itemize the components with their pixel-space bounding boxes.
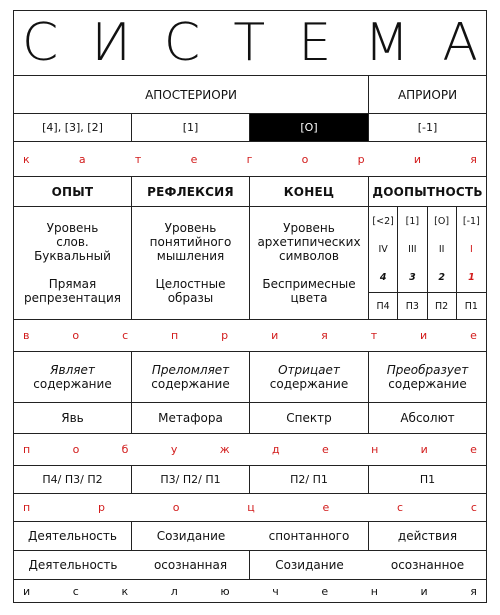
impulses-row — [14, 466, 486, 494]
section-protsess — [14, 494, 486, 522]
process-cell: Созидание — [275, 558, 344, 572]
level-text: Буквальный — [34, 249, 111, 263]
verbs-row — [14, 352, 486, 403]
level-text: образы — [167, 291, 214, 305]
doopyt-grid-cell: П1 — [457, 292, 486, 320]
process-cell: действия — [397, 529, 458, 543]
doopyt-grid-cell: [1] — [398, 207, 427, 235]
section-letter: о — [172, 501, 180, 514]
section-letter: п — [171, 329, 179, 342]
section-label — [14, 434, 486, 465]
doopyt-grid-cell: IV — [369, 235, 398, 263]
verb-object: содержание — [388, 377, 467, 391]
form-cell: Явь — [14, 403, 132, 433]
doopyt-grid-cell: П2 — [428, 292, 457, 320]
section-letter: С — [163, 13, 201, 73]
epistemic-row — [14, 76, 486, 114]
section-letter: я — [321, 329, 328, 342]
section-letter: ж — [219, 443, 230, 456]
aposteriori-label: АПОСТЕРИОРИ — [14, 76, 369, 113]
form-cell: Метафора — [132, 403, 250, 433]
header-refleksiya: РЕФЛЕКСИЯ — [132, 177, 250, 206]
section-letter: ю — [220, 584, 230, 598]
marker-cell: [1] — [132, 114, 250, 141]
section-letter: е — [190, 152, 198, 166]
section-pobuzhdenie — [14, 434, 486, 466]
marker-cell-highlighted: [O] — [250, 114, 369, 141]
section-letter: п — [23, 443, 31, 456]
verb-cell — [250, 352, 369, 402]
section-letter: д — [271, 443, 280, 456]
section-letter: е — [321, 584, 329, 598]
verb-text: Отрицает — [278, 363, 340, 377]
process-cell: осознанное — [390, 558, 465, 572]
section-letter: о — [72, 443, 80, 456]
verb-cell — [369, 352, 486, 402]
marker-row — [14, 114, 486, 142]
level-cell-refleksiya — [132, 207, 250, 319]
process-cell: спонтанного — [250, 522, 369, 550]
forms-row — [14, 403, 486, 434]
section-letter: с — [470, 501, 477, 514]
verb-object: содержание — [269, 377, 349, 391]
section-letter: у — [170, 443, 178, 456]
level-text: репрезентация — [24, 291, 121, 305]
section-letter: Е — [298, 13, 332, 73]
doopyt-grid-cell: П4 — [369, 292, 398, 320]
section-letter: А — [442, 13, 478, 73]
section-letter: т — [134, 152, 142, 166]
section-isklyucheniya — [14, 580, 486, 602]
section-letter: я — [470, 584, 477, 598]
impulse-cell: П1 — [419, 473, 436, 486]
marker-cell: [-1] — [417, 121, 438, 134]
doopyt-grid-cell: 2 — [428, 264, 457, 292]
section-letter: н — [370, 584, 378, 598]
section-letter: и — [420, 329, 428, 342]
impulse-cell: П4/ П3/ П2 — [14, 466, 132, 493]
section-label — [14, 494, 486, 521]
impulse-cell: П3/ П2/ П1 — [132, 466, 250, 493]
section-letter: е — [470, 443, 477, 456]
process-cell: Деятельность — [14, 522, 132, 550]
level-text: Целостные — [155, 277, 226, 291]
level-text: Уровень — [283, 221, 335, 235]
level-text: символов — [279, 249, 339, 263]
section-letter: и — [420, 584, 428, 598]
section-letter: б — [121, 443, 129, 456]
level-text: Уровень — [164, 221, 217, 235]
doopyt-grid-cell: I — [469, 243, 473, 255]
section-letter: р — [221, 329, 229, 342]
section-letter: р — [357, 152, 365, 166]
section-letter: С — [22, 13, 59, 73]
process-cell: осознанная — [132, 551, 250, 579]
level-text: Беспримесные — [262, 277, 356, 291]
section-letter: е — [470, 329, 477, 342]
doopyt-grid-cell: 1 — [468, 272, 475, 284]
section-letter: ч — [272, 584, 279, 598]
levels-row — [14, 207, 486, 320]
process-row-1 — [14, 522, 486, 551]
section-letter: о — [301, 152, 309, 166]
section-letter: о — [72, 329, 80, 342]
section-label — [14, 142, 486, 176]
section-label — [14, 320, 486, 351]
section-letter: н — [371, 443, 379, 456]
level-text: цвета — [290, 291, 328, 305]
section-letter: с — [122, 329, 129, 342]
section-letter: с — [397, 501, 404, 514]
verb-text: Являет — [50, 363, 95, 377]
doopyt-grid-cell: [-1] — [462, 215, 480, 227]
verb-object: содержание — [151, 377, 230, 391]
doopyt-grid-cell: II — [428, 235, 457, 263]
section-letter: р — [97, 501, 105, 514]
verb-cell — [132, 352, 250, 402]
process-cell: Деятельность — [28, 558, 118, 572]
section-letter: а — [78, 152, 86, 166]
page-title — [14, 11, 486, 75]
doopyt-grid-cell: П3 — [398, 292, 427, 320]
verb-cell — [14, 352, 132, 402]
section-letter: к — [23, 152, 30, 166]
doopyt-grid — [369, 207, 486, 319]
verb-object: содержание — [33, 377, 112, 391]
level-cell-opyt — [14, 207, 132, 319]
doopyt-grid-cell: III — [398, 235, 427, 263]
header-opyt: ОПЫТ — [14, 177, 132, 206]
section-label — [14, 580, 486, 602]
doopyt-grid-cell: [O] — [428, 207, 457, 235]
apriori-label: АПРИОРИ — [397, 87, 458, 102]
level-text: Прямая — [48, 277, 97, 291]
section-letter: и — [413, 152, 422, 166]
process-row-2 — [14, 551, 486, 580]
impulse-cell: П2/ П1 — [250, 466, 369, 493]
level-text: Уровень — [46, 221, 99, 235]
form-cell: Спектр — [250, 403, 369, 433]
doopyt-grid-cell: [<2] — [369, 207, 398, 235]
verb-text: Преломляет — [151, 363, 230, 377]
verb-text: Преобразует — [386, 363, 469, 377]
doopyt-grid-cell: 3 — [398, 264, 427, 292]
section-letter: М — [364, 13, 410, 73]
section-letter: И — [91, 13, 131, 73]
level-text: понятийного — [149, 235, 232, 249]
section-letter: Т — [233, 13, 266, 73]
marker-cell: [4], [3], [2] — [14, 114, 132, 141]
form-cell: Абсолют — [400, 411, 455, 425]
header-konets: КОНЕЦ — [250, 177, 369, 206]
level-cell-konets — [250, 207, 369, 319]
section-letter: и — [271, 329, 279, 342]
title-row — [14, 11, 486, 76]
level-text: слов. — [56, 235, 89, 249]
process-cell: Созидание — [156, 529, 226, 543]
header-doopytnost: ДООПЫТНОСТЬ — [372, 184, 483, 199]
section-letter: с — [72, 584, 79, 598]
section-letter: и — [23, 584, 31, 598]
doopyt-grid-cell: 4 — [369, 264, 398, 292]
section-letter: к — [121, 584, 129, 598]
section-letter: л — [170, 584, 178, 598]
section-vospriyatie — [14, 320, 486, 352]
section-letter: е — [321, 443, 329, 456]
section-letter: г — [246, 152, 253, 166]
system-table — [13, 10, 487, 603]
section-kategoriya — [14, 142, 486, 177]
section-letter: е — [322, 501, 330, 514]
section-letter: п — [23, 501, 31, 514]
section-letter: я — [470, 152, 477, 166]
header-row — [14, 177, 486, 207]
section-letter: т — [370, 329, 378, 342]
section-letter: в — [23, 329, 30, 342]
level-text: мышления — [156, 249, 225, 263]
section-letter: ц — [247, 501, 255, 514]
section-letter: и — [420, 443, 428, 456]
level-text: архетипических — [257, 235, 361, 249]
